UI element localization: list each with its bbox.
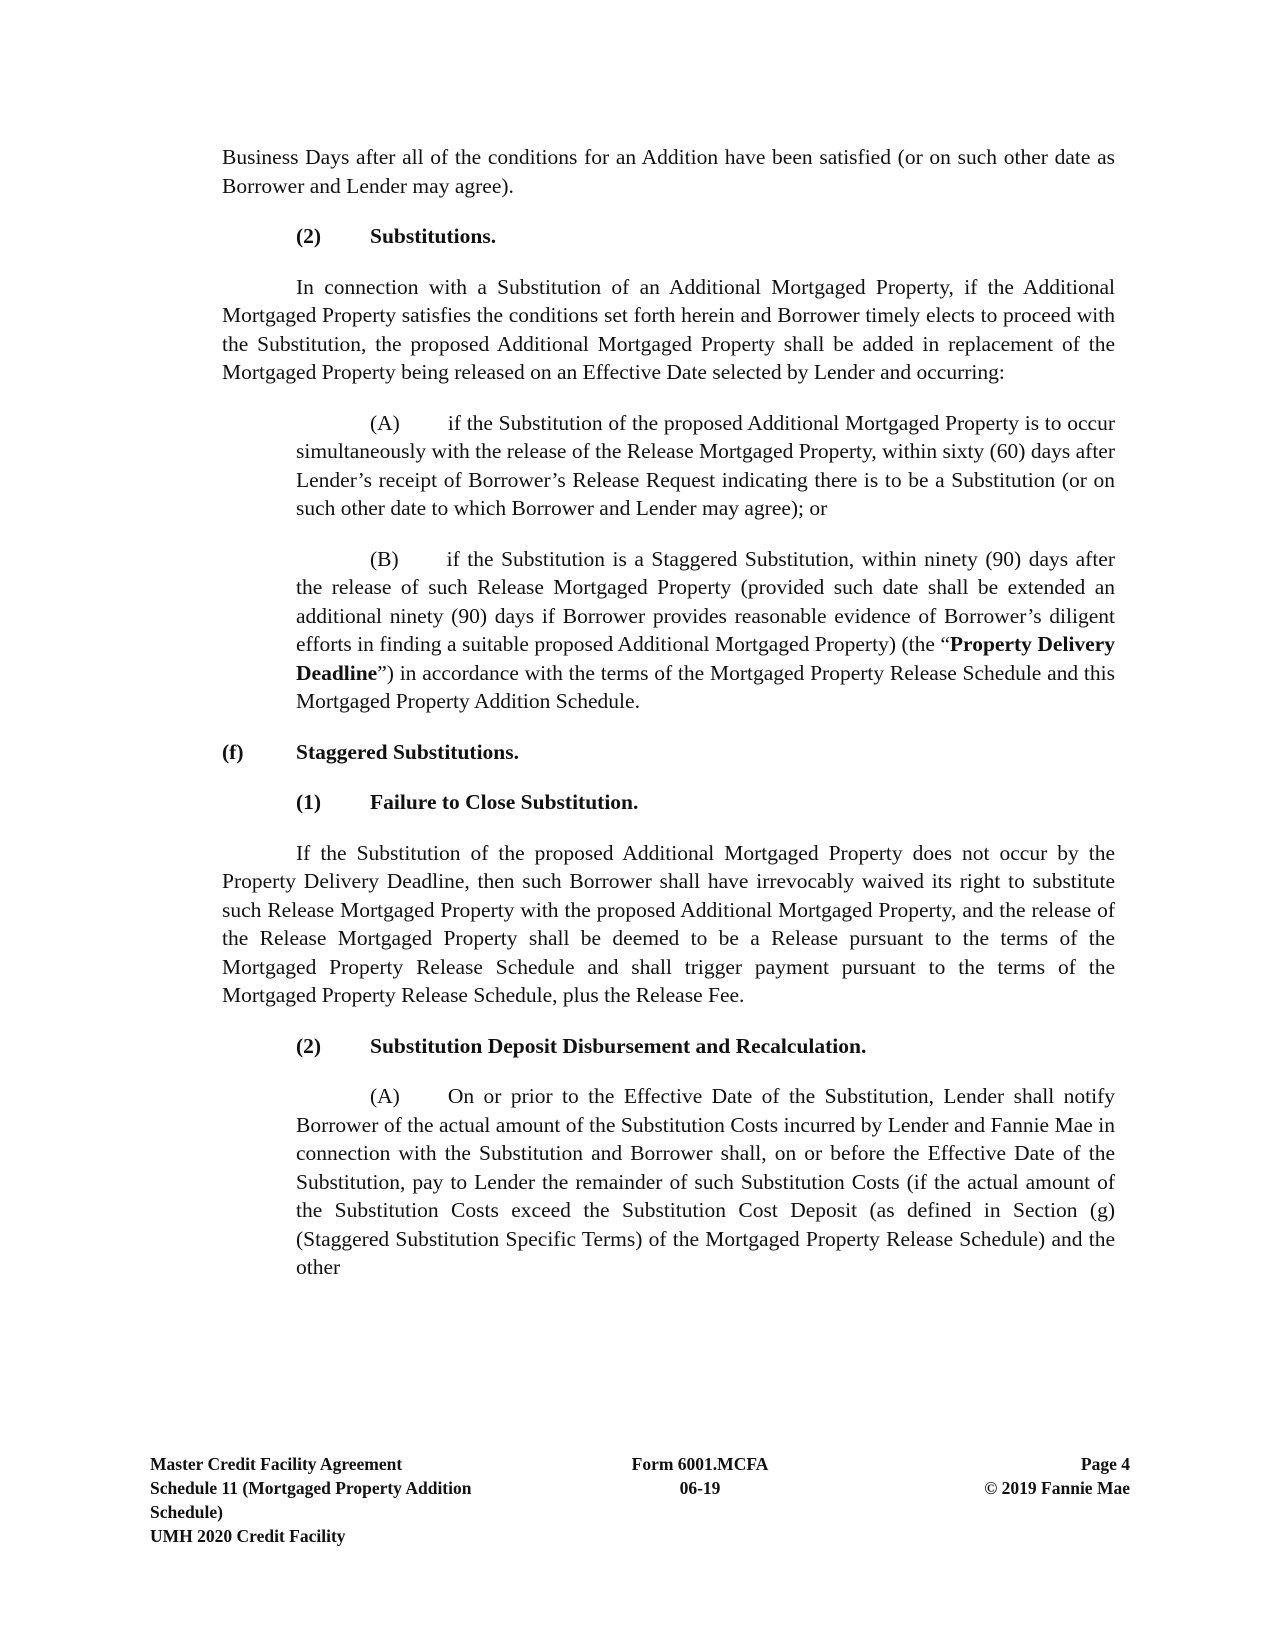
heading-title: Substitutions.: [370, 224, 497, 248]
footer-schedule-line: Schedule 11 (Mortgaged Property Addition: [150, 1478, 472, 1498]
clause-label: (B): [370, 546, 399, 571]
clause-b: [296, 545, 1115, 716]
paragraph-substitution-connection: In connection with a Substitution of an Additional Mortgaged Property, if the Additional Mortgaged Property satisfies the conditions set forth herein and Borrower timely elects to proceed with the Substitution, the proposed Additional Mortgaged Property shall be added in replacement of the Mortgaged Property being released on an Effective Date selected by Lender and occurring:: [222, 274, 1115, 384]
footer-agreement-title: Master Credit Facility Agreement: [150, 1454, 403, 1474]
heading-failure-to-close: [296, 788, 1115, 817]
heading-staggered-substitutions: [222, 738, 1115, 767]
footer-schedule-line-2: Schedule): [150, 1502, 223, 1522]
heading-number: (2): [296, 1033, 322, 1058]
clause-text: On or prior to the Effective Date of the Substitution, Lender shall notify Borrower of the actual amount of the Substitution Costs incurred by Lender and Fannie Mae in connection with the Substitution and Borrower shall, on or before the Effective Date of the Substitution, pay to Lender the remainder of such Substitution Costs (if the actual amount of the Substitution Costs exceed the Substitution Cost Deposit (as defined in Section (g) (Staggered Substitution Specific Terms) of the Mortgaged Property Release Schedule) and the other: [296, 1084, 1115, 1279]
footer-form-number: Form 6001.MCFA: [631, 1454, 769, 1474]
heading-deposit-disbursement: [296, 1032, 1115, 1061]
clause-deposit-a: [296, 1082, 1115, 1282]
paragraph-continued: Business Days after all of the conditions for an Addition have been satisfied (or on such other date as Borrower and Lender may agree).: [222, 145, 1115, 198]
clause-text: if the Substitution is a Staggered Substitution, within ninety (90) days after the release of such Release Mortgaged Property (provided such date shall be extended an additional ninety (90) days if Borrower provides reasonable evidence of Borrower’s diligent efforts in finding a suitable proposed Additional Mortgaged Property) (the “: [296, 546, 1115, 656]
clause-a: [296, 409, 1115, 523]
footer-copyright: © 2019 Fannie Mae: [984, 1478, 1130, 1498]
heading-number: (f): [222, 739, 244, 764]
body-text: [222, 143, 1115, 1282]
heading-title: Staggered Substitutions.: [296, 739, 520, 764]
footer-left: [150, 1452, 560, 1548]
heading-title: Substitution Deposit Disbursement and Recalculation.: [370, 1033, 867, 1058]
footer-form-date: 06-19: [679, 1478, 721, 1498]
clause-label: (A): [370, 1084, 400, 1108]
clause-text: if the Substitution of the proposed Additional Mortgaged Property is to occur simultaneously with the release of the Release Mortgaged Property, within sixty (60) days after Lender’s receipt of Borrower’s Release Request indicating there is to be a Substitution (or on such other date to which Borrower and Lender may agree); or: [296, 410, 1115, 520]
heading-substitutions: [296, 222, 1115, 251]
heading-number: (1): [296, 790, 322, 814]
footer-page-number: Page 4: [1080, 1454, 1130, 1474]
heading-number: (2): [296, 224, 322, 248]
clause-label: (A): [370, 410, 400, 435]
footer-middle: [600, 1452, 800, 1500]
footer-right: [870, 1452, 1130, 1500]
clause-text-end: ”) in accordance with the terms of the Mortgaged Property Release Schedule and this Mortgaged Property Addition Schedule.: [296, 660, 1115, 713]
heading-title: Failure to Close Substitution.: [370, 790, 639, 814]
paragraph-failure-to-close: If the Substitution of the proposed Additional Mortgaged Property does not occur by the Property Delivery Deadline, then such Borrower shall have irrevocably waived its right to substitute such Release Mortgaged Property with the proposed Additional Mortgaged Property, and the release of the Release Mortgaged Property shall be deemed to be a Release pursuant to the terms of the Mortgaged Property Release Schedule and shall trigger payment pursuant to the terms of the Mortgaged Property Release Schedule, plus the Release Fee.: [222, 840, 1115, 1007]
defined-term: Property Delivery Deadline: [296, 632, 1115, 685]
footer-facility-name: UMH 2020 Credit Facility: [150, 1526, 346, 1546]
